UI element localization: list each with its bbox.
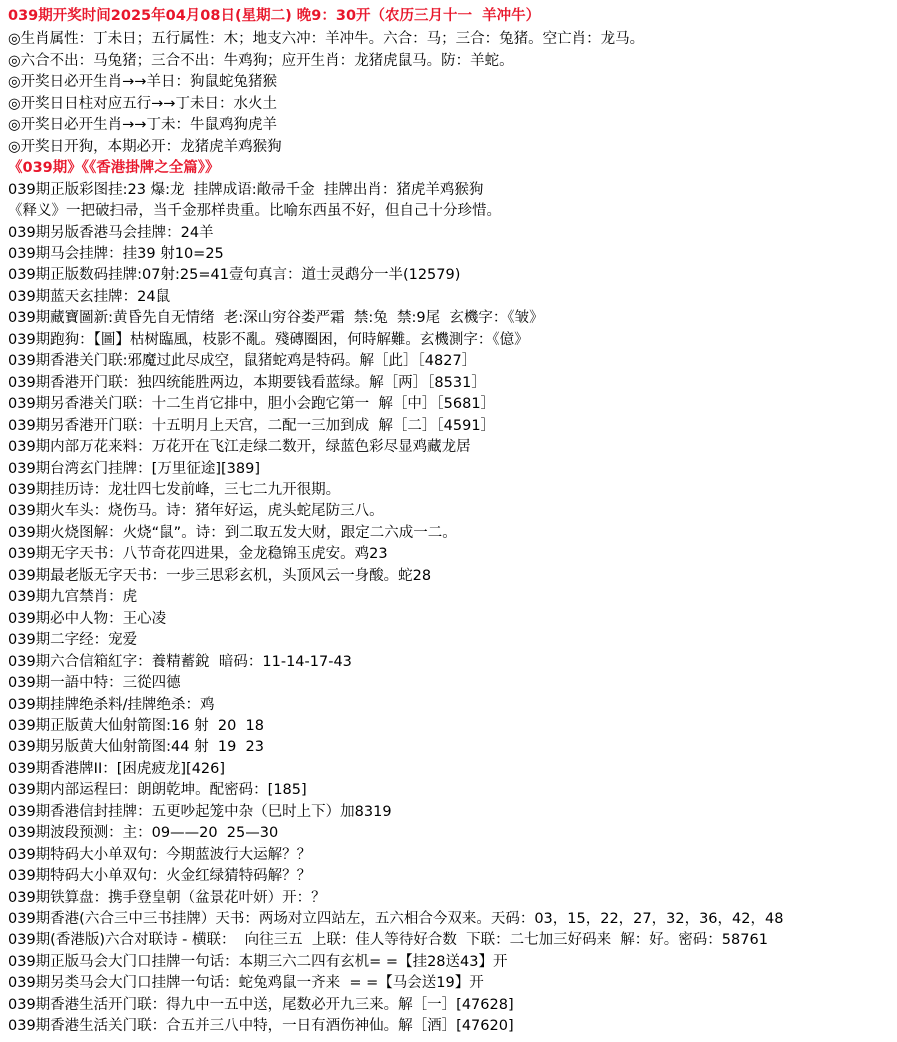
body-line: 039期香港(六合三中三书挂牌）天书：两场对立四站左，五六相合今双来。天码：03，15，22，27，32，36，42，48 bbox=[8, 911, 784, 928]
top-line: ◎六合不出：马兔猪；三合不出：牛鸡狗；应开生肖：龙猪虎鼠马。防：羊蛇。 bbox=[8, 52, 514, 69]
body-line: 039期跑狗：【圖】枯树臨風，枝影不亂。殘磚圈困，何時解難。玄機測字：《億》 bbox=[8, 331, 529, 348]
body-line: 039期挂牌绝杀料/挂牌绝杀：鸡 bbox=[8, 696, 215, 713]
body-line: 039期九宫禁肖：虎 bbox=[8, 589, 138, 606]
top-line: ◎开奖日必开生肖→→羊日：狗鼠蛇兔猪猴 bbox=[8, 74, 277, 91]
body-line: 039期一語中特：三從四德 bbox=[8, 675, 181, 692]
body-line: 039期香港关门联:邪魔过此尽成空，鼠猪蛇鸡是特码。解［此］［4827］ bbox=[8, 353, 477, 370]
body-line: 039期特码大小单双句：火金红绿猜特码解？？ bbox=[8, 868, 312, 885]
body-line: 039期内部运程曰：朗朗乾坤。配密码：[185] bbox=[8, 782, 307, 799]
body-line: 039期挂历诗：龙壮四七发前峰，三七二九开很期。 bbox=[8, 481, 341, 498]
body-line: 039期蓝天玄挂牌：24鼠 bbox=[8, 288, 171, 305]
body-line: 039期二字经：宠爱 bbox=[8, 632, 138, 649]
top-line: ◎生肖属性：丁未日；五行属性：木；地支六冲：羊冲牛。六合：马；三合：兔猪。空亡肖：龙马。 bbox=[8, 31, 645, 48]
body-line: 039期铁算盘：携手登皇朝（盆景花叶妍）开：？ bbox=[8, 889, 326, 906]
body-line: 039期香港生活关门联：合五并三八中特，一日有酒伤神仙。解［酒］[47620] bbox=[8, 1018, 514, 1035]
body-line: 039期波段预测：主：09——20 25—30 bbox=[8, 825, 279, 842]
body-line: 039期内部万花来料：万花开在飞江走绿二数开，绿蓝色彩尽显鸡藏龙居 bbox=[8, 439, 471, 456]
body-line: 039期正版数码挂牌:07射:25=41壹句真言：道士灵鹉分一半(12579) bbox=[8, 267, 461, 284]
section-title: 《039期》《《香港掛牌之全篇》》 bbox=[8, 160, 220, 177]
body-line: 039期六合信箱紅字：養精蓄銳 暗码：11-14-17-43 bbox=[8, 653, 352, 670]
body-line: 039期另香港关门联：十二生肖它排中，胆小会跑它第一 解［中］［5681］ bbox=[8, 396, 496, 413]
body-line: 039期马会挂牌：挂39 射10=25 bbox=[8, 245, 224, 262]
body-line: 039期无字天书：八节奇花四进果，金龙稳锦玉虎安。鸡23 bbox=[8, 546, 388, 563]
body-block bbox=[8, 180, 889, 1038]
body-line: 039期香港生活开门联：得九中一五中送，尾数必开九三来。解［一］[47628] bbox=[8, 996, 514, 1013]
body-line: 039期另类马会大门口挂牌一句话：蛇兔鸡鼠一齐来 = =【马会送19】开 bbox=[8, 975, 484, 992]
body-line: 039期最老版无字天书：一步三思彩玄机，头顶风云一身酸。蛇28 bbox=[8, 567, 432, 584]
page-title: 039期开奖时间2025年04月08日(星期二) 晚9：30开（农历三月十一 羊冲牛） bbox=[8, 8, 541, 24]
body-line: 039期特码大小单双句：今期蓝波行大运解？？ bbox=[8, 846, 312, 863]
body-line: 039期(香港版)六合对联诗 - 横联： 向往三五 上联：佳人等待好合数 下联：二七加三好码来 解：好。密码：58761 bbox=[8, 932, 768, 949]
top-line: ◎开奖日必开生肖→→丁未：牛鼠鸡狗虎羊 bbox=[8, 117, 277, 134]
body-line: 039期藏寶圖新:黄昏先自无情绪 老:深山穷谷娄严霜 禁:兔 禁:9尾 玄機字：《皱》 bbox=[8, 310, 544, 327]
body-line: 039期香港开门联：独四统能胜两边，本期要钱看蓝绿。解［两］［8531］ bbox=[8, 374, 486, 391]
body-line: 039期正版彩图挂:23 爆:龙 挂牌成语:敞帚千金 挂牌出肖：猪虎羊鸡猴狗 bbox=[8, 181, 484, 198]
body-line: 039期必中人物：王心凌 bbox=[8, 610, 167, 627]
body-line: 039期火烧图解：火烧“鼠”。诗：到二取五发大财，跟定二六成一二。 bbox=[8, 524, 457, 541]
top-line: ◎开奖日日柱对应五行→→丁未日：水火土 bbox=[8, 95, 277, 112]
body-line: 039期正版马会大门口挂牌一句话：本期三六二四有玄机= =【挂28送43】开 bbox=[8, 953, 508, 970]
body-line: 039期另版黄大仙射箭图:44 射 19 23 bbox=[8, 739, 264, 756]
body-line: 《释义》一把破扫帚，当千金那样贵重。比喻东西虽不好，但自己十分珍惜。 bbox=[8, 203, 501, 220]
top-block bbox=[8, 29, 889, 158]
body-line: 039期另版香港马会挂牌：24羊 bbox=[8, 224, 214, 241]
body-line: 039期台湾玄门挂牌：[万里征途][389] bbox=[8, 460, 260, 477]
body-line: 039期正版黄大仙射箭图:16 射 20 18 bbox=[8, 717, 264, 734]
body-line: 039期火车头：烧伤马。诗：猪年好运，虎头蛇尾防三八。 bbox=[8, 503, 384, 520]
top-line: ◎开奖日开狗，本期必开：龙猪虎羊鸡猴狗 bbox=[8, 138, 282, 155]
body-line: 039期另香港开门联：十五明月上天宫，二配一三加到成 解［二］［4591］ bbox=[8, 417, 496, 434]
body-line: 039期香港信封挂牌：五更吵起笼中杂（巳时上下）加8319 bbox=[8, 803, 392, 820]
body-line: 039期香港牌II：[困虎疲龙][426] bbox=[8, 760, 226, 777]
